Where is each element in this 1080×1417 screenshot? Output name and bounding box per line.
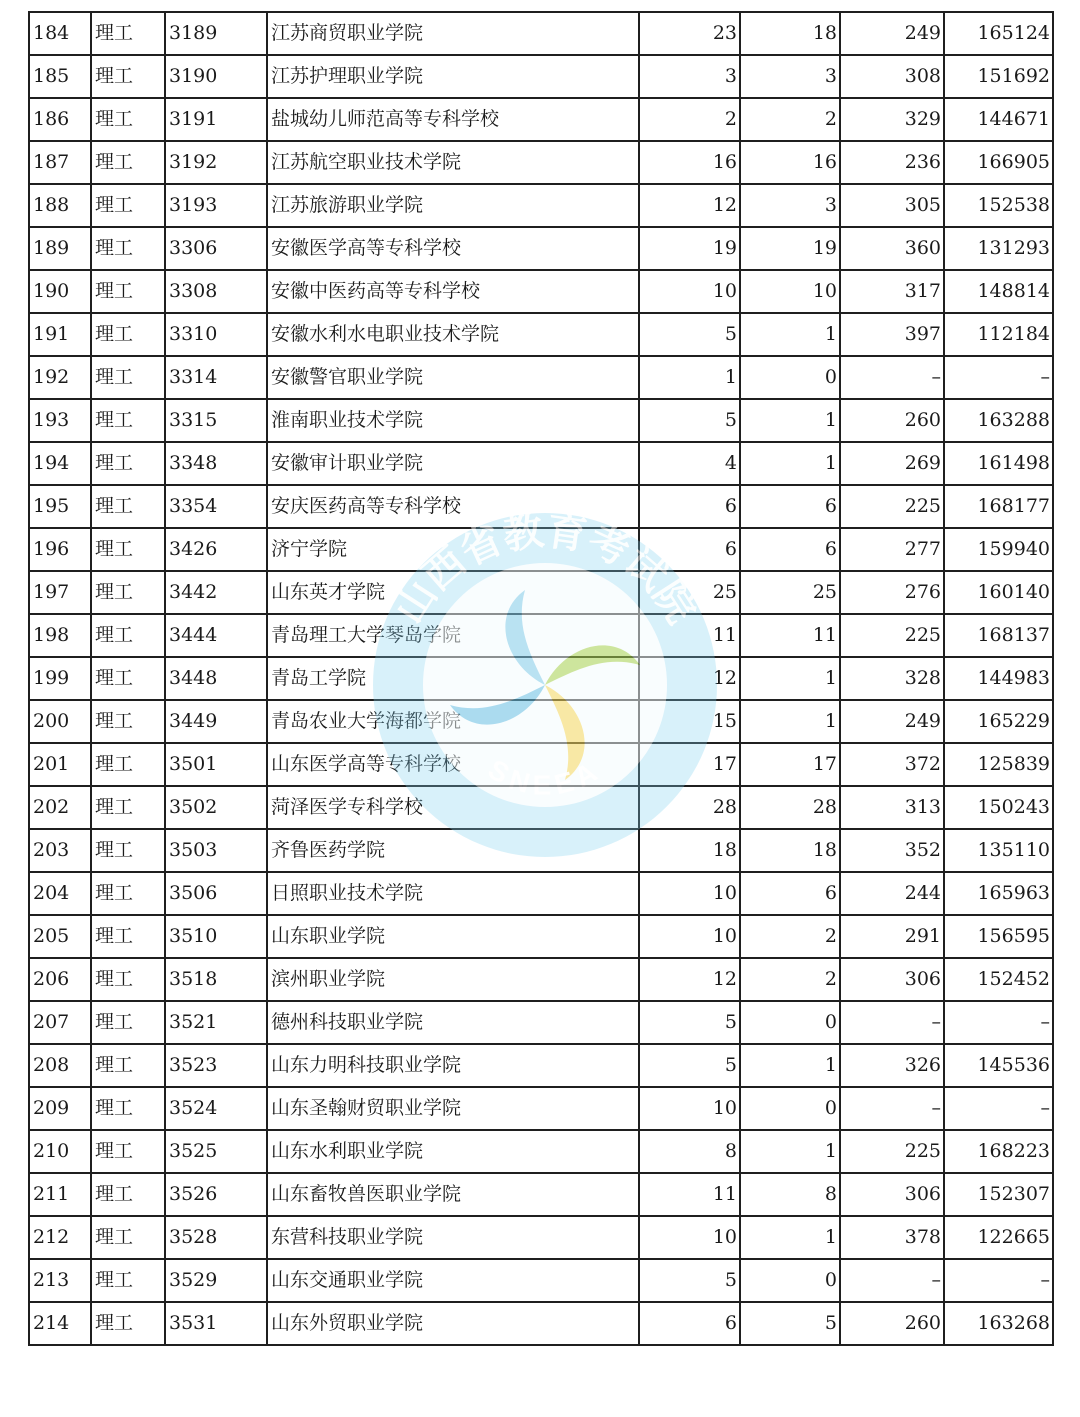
table-row xyxy=(29,1001,1053,1044)
cell-index: 202 xyxy=(29,786,91,829)
cell-category: 理工 xyxy=(91,1087,165,1130)
cell-index: 212 xyxy=(29,1216,91,1259)
cell-school-name: 青岛理工大学琴岛学院 xyxy=(267,614,639,657)
cell-index: 188 xyxy=(29,184,91,227)
cell-code: 3502 xyxy=(165,786,267,829)
cell-plan: 28 xyxy=(639,786,740,829)
cell-admitted: 18 xyxy=(740,12,840,55)
cell-index: 191 xyxy=(29,313,91,356)
cell-plan: 3 xyxy=(639,55,740,98)
cell-admitted: 6 xyxy=(740,872,840,915)
table-row xyxy=(29,356,1053,399)
cell-plan: 5 xyxy=(639,1001,740,1044)
cell-school-name: 菏泽医学专科学校 xyxy=(267,786,639,829)
cell-min-score: 260 xyxy=(840,1302,944,1345)
cell-school-name: 济宁学院 xyxy=(267,528,639,571)
cell-admitted: 0 xyxy=(740,1259,840,1302)
cell-plan: 18 xyxy=(639,829,740,872)
cell-code: 3193 xyxy=(165,184,267,227)
cell-school-name: 山东畜牧兽医职业学院 xyxy=(267,1173,639,1216)
table-row xyxy=(29,958,1053,1001)
cell-plan: 10 xyxy=(639,1216,740,1259)
cell-school-name: 山东圣翰财贸职业学院 xyxy=(267,1087,639,1130)
cell-code: 3525 xyxy=(165,1130,267,1173)
cell-index: 214 xyxy=(29,1302,91,1345)
cell-code: 3190 xyxy=(165,55,267,98)
cell-admitted: 3 xyxy=(740,184,840,227)
cell-code: 3528 xyxy=(165,1216,267,1259)
cell-school-name: 山东职业学院 xyxy=(267,915,639,958)
cell-school-name: 江苏商贸职业学院 xyxy=(267,12,639,55)
cell-min-score: 306 xyxy=(840,958,944,1001)
table-row xyxy=(29,12,1053,55)
cell-plan: 1 xyxy=(639,356,740,399)
cell-code: 3506 xyxy=(165,872,267,915)
cell-min-rank: 145536 xyxy=(944,1044,1053,1087)
table-row xyxy=(29,743,1053,786)
cell-index: 199 xyxy=(29,657,91,700)
cell-code: 3444 xyxy=(165,614,267,657)
cell-plan: 15 xyxy=(639,700,740,743)
cell-category: 理工 xyxy=(91,141,165,184)
cell-plan: 19 xyxy=(639,227,740,270)
cell-admitted: 1 xyxy=(740,399,840,442)
cell-school-name: 安徽中医药高等专科学校 xyxy=(267,270,639,313)
cell-admitted: 16 xyxy=(740,141,840,184)
cell-code: 3348 xyxy=(165,442,267,485)
table-row xyxy=(29,786,1053,829)
cell-school-name: 盐城幼儿师范高等专科学校 xyxy=(267,98,639,141)
table-row xyxy=(29,1087,1053,1130)
cell-index: 186 xyxy=(29,98,91,141)
cell-category: 理工 xyxy=(91,872,165,915)
cell-category: 理工 xyxy=(91,614,165,657)
table-row xyxy=(29,227,1053,270)
cell-code: 3518 xyxy=(165,958,267,1001)
cell-index: 184 xyxy=(29,12,91,55)
cell-code: 3524 xyxy=(165,1087,267,1130)
cell-min-score: 372 xyxy=(840,743,944,786)
cell-category: 理工 xyxy=(91,1044,165,1087)
cell-plan: 6 xyxy=(639,528,740,571)
cell-min-rank: 144671 xyxy=(944,98,1053,141)
cell-school-name: 安徽水利水电职业技术学院 xyxy=(267,313,639,356)
cell-plan: 4 xyxy=(639,442,740,485)
cell-min-rank: 156595 xyxy=(944,915,1053,958)
cell-school-name: 江苏旅游职业学院 xyxy=(267,184,639,227)
cell-min-score: 225 xyxy=(840,1130,944,1173)
cell-code: 3442 xyxy=(165,571,267,614)
cell-min-score: 225 xyxy=(840,485,944,528)
cell-category: 理工 xyxy=(91,12,165,55)
cell-index: 211 xyxy=(29,1173,91,1216)
cell-index: 200 xyxy=(29,700,91,743)
cell-index: 213 xyxy=(29,1259,91,1302)
cell-school-name: 山东力明科技职业学院 xyxy=(267,1044,639,1087)
cell-plan: 12 xyxy=(639,184,740,227)
cell-code: 3531 xyxy=(165,1302,267,1345)
cell-school-name: 日照职业技术学院 xyxy=(267,872,639,915)
cell-min-rank: 168177 xyxy=(944,485,1053,528)
cell-min-score: 360 xyxy=(840,227,944,270)
cell-min-rank: 161498 xyxy=(944,442,1053,485)
cell-index: 192 xyxy=(29,356,91,399)
cell-min-score: 326 xyxy=(840,1044,944,1087)
cell-admitted: 1 xyxy=(740,657,840,700)
cell-admitted: 19 xyxy=(740,227,840,270)
admission-table xyxy=(28,11,1054,1346)
cell-min-score: 328 xyxy=(840,657,944,700)
cell-index: 189 xyxy=(29,227,91,270)
cell-plan: 10 xyxy=(639,1087,740,1130)
cell-category: 理工 xyxy=(91,657,165,700)
cell-min-score: 305 xyxy=(840,184,944,227)
cell-index: 203 xyxy=(29,829,91,872)
cell-plan: 25 xyxy=(639,571,740,614)
cell-min-rank: – xyxy=(944,1001,1053,1044)
cell-min-rank: 122665 xyxy=(944,1216,1053,1259)
cell-min-rank: 112184 xyxy=(944,313,1053,356)
cell-admitted: 1 xyxy=(740,1130,840,1173)
cell-admitted: 1 xyxy=(740,442,840,485)
cell-min-rank: 168137 xyxy=(944,614,1053,657)
cell-min-score: 276 xyxy=(840,571,944,614)
table-row xyxy=(29,141,1053,184)
cell-school-name: 山东医学高等专科学校 xyxy=(267,743,639,786)
cell-min-score: 249 xyxy=(840,12,944,55)
cell-min-rank: 151692 xyxy=(944,55,1053,98)
cell-code: 3501 xyxy=(165,743,267,786)
table-row xyxy=(29,270,1053,313)
table-row xyxy=(29,1173,1053,1216)
cell-code: 3448 xyxy=(165,657,267,700)
cell-category: 理工 xyxy=(91,829,165,872)
cell-code: 3529 xyxy=(165,1259,267,1302)
table-row xyxy=(29,528,1053,571)
cell-category: 理工 xyxy=(91,227,165,270)
cell-plan: 10 xyxy=(639,270,740,313)
cell-school-name: 德州科技职业学院 xyxy=(267,1001,639,1044)
cell-min-score: 236 xyxy=(840,141,944,184)
cell-category: 理工 xyxy=(91,356,165,399)
cell-min-rank: 165124 xyxy=(944,12,1053,55)
cell-min-rank: 159940 xyxy=(944,528,1053,571)
cell-min-score: 378 xyxy=(840,1216,944,1259)
cell-min-score: 397 xyxy=(840,313,944,356)
cell-plan: 5 xyxy=(639,399,740,442)
cell-category: 理工 xyxy=(91,786,165,829)
cell-school-name: 安庆医药高等专科学校 xyxy=(267,485,639,528)
cell-index: 193 xyxy=(29,399,91,442)
cell-plan: 11 xyxy=(639,1173,740,1216)
table-row xyxy=(29,1216,1053,1259)
cell-min-rank: 135110 xyxy=(944,829,1053,872)
cell-index: 201 xyxy=(29,743,91,786)
cell-min-score: 277 xyxy=(840,528,944,571)
cell-category: 理工 xyxy=(91,1130,165,1173)
cell-min-rank: 166905 xyxy=(944,141,1053,184)
cell-min-rank: 125839 xyxy=(944,743,1053,786)
cell-admitted: 11 xyxy=(740,614,840,657)
cell-min-score: 225 xyxy=(840,614,944,657)
cell-index: 185 xyxy=(29,55,91,98)
cell-code: 3315 xyxy=(165,399,267,442)
cell-index: 207 xyxy=(29,1001,91,1044)
cell-school-name: 安徽审计职业学院 xyxy=(267,442,639,485)
table-row xyxy=(29,1259,1053,1302)
cell-min-rank: 165963 xyxy=(944,872,1053,915)
cell-plan: 2 xyxy=(639,98,740,141)
cell-index: 187 xyxy=(29,141,91,184)
cell-school-name: 山东英才学院 xyxy=(267,571,639,614)
cell-min-score: – xyxy=(840,1087,944,1130)
cell-category: 理工 xyxy=(91,485,165,528)
cell-min-rank: 160140 xyxy=(944,571,1053,614)
cell-admitted: 2 xyxy=(740,958,840,1001)
cell-min-score: – xyxy=(840,1259,944,1302)
cell-school-name: 东营科技职业学院 xyxy=(267,1216,639,1259)
cell-admitted: 18 xyxy=(740,829,840,872)
cell-admitted: 2 xyxy=(740,915,840,958)
cell-index: 204 xyxy=(29,872,91,915)
seal-title: 山西省教育考试院 xyxy=(386,508,704,632)
cell-school-name: 山东交通职业学院 xyxy=(267,1259,639,1302)
cell-min-score: 260 xyxy=(840,399,944,442)
cell-plan: 16 xyxy=(639,141,740,184)
cell-min-rank: – xyxy=(944,1087,1053,1130)
cell-index: 208 xyxy=(29,1044,91,1087)
cell-min-rank: 150243 xyxy=(944,786,1053,829)
cell-min-score: – xyxy=(840,1001,944,1044)
cell-code: 3526 xyxy=(165,1173,267,1216)
cell-min-rank: 152307 xyxy=(944,1173,1053,1216)
cell-min-score: 269 xyxy=(840,442,944,485)
table-row xyxy=(29,872,1053,915)
cell-school-name: 山东水利职业学院 xyxy=(267,1130,639,1173)
cell-admitted: 1 xyxy=(740,1044,840,1087)
cell-min-rank: 168223 xyxy=(944,1130,1053,1173)
table-row xyxy=(29,55,1053,98)
cell-plan: 17 xyxy=(639,743,740,786)
cell-index: 209 xyxy=(29,1087,91,1130)
cell-plan: 8 xyxy=(639,1130,740,1173)
cell-min-rank: 163268 xyxy=(944,1302,1053,1345)
cell-index: 190 xyxy=(29,270,91,313)
cell-index: 195 xyxy=(29,485,91,528)
cell-index: 205 xyxy=(29,915,91,958)
cell-category: 理工 xyxy=(91,958,165,1001)
cell-code: 3510 xyxy=(165,915,267,958)
cell-category: 理工 xyxy=(91,1216,165,1259)
cell-index: 206 xyxy=(29,958,91,1001)
cell-code: 3189 xyxy=(165,12,267,55)
cell-code: 3192 xyxy=(165,141,267,184)
cell-min-rank: – xyxy=(944,1259,1053,1302)
table-row xyxy=(29,1044,1053,1087)
table-row xyxy=(29,657,1053,700)
cell-min-score: 244 xyxy=(840,872,944,915)
cell-school-name: 山东外贸职业学院 xyxy=(267,1302,639,1345)
cell-category: 理工 xyxy=(91,184,165,227)
cell-index: 210 xyxy=(29,1130,91,1173)
cell-category: 理工 xyxy=(91,743,165,786)
cell-plan: 12 xyxy=(639,657,740,700)
table-body xyxy=(29,12,1053,1345)
cell-plan: 5 xyxy=(639,1044,740,1087)
cell-min-score: 352 xyxy=(840,829,944,872)
cell-min-rank: 152452 xyxy=(944,958,1053,1001)
cell-min-rank: 148814 xyxy=(944,270,1053,313)
table-row xyxy=(29,184,1053,227)
cell-min-score: 306 xyxy=(840,1173,944,1216)
cell-school-name: 安徽医学高等专科学校 xyxy=(267,227,639,270)
cell-plan: 11 xyxy=(639,614,740,657)
cell-min-score: 313 xyxy=(840,786,944,829)
cell-category: 理工 xyxy=(91,399,165,442)
cell-plan: 6 xyxy=(639,485,740,528)
cell-school-name: 安徽警官职业学院 xyxy=(267,356,639,399)
cell-category: 理工 xyxy=(91,915,165,958)
cell-plan: 6 xyxy=(639,1302,740,1345)
cell-school-name: 淮南职业技术学院 xyxy=(267,399,639,442)
cell-school-name: 滨州职业学院 xyxy=(267,958,639,1001)
table-row xyxy=(29,829,1053,872)
cell-min-rank: 165229 xyxy=(944,700,1053,743)
cell-category: 理工 xyxy=(91,55,165,98)
table-row xyxy=(29,915,1053,958)
cell-code: 3308 xyxy=(165,270,267,313)
cell-index: 194 xyxy=(29,442,91,485)
cell-plan: 10 xyxy=(639,872,740,915)
table-row xyxy=(29,1302,1053,1345)
table-row xyxy=(29,485,1053,528)
cell-code: 3306 xyxy=(165,227,267,270)
cell-code: 3354 xyxy=(165,485,267,528)
table-row xyxy=(29,700,1053,743)
cell-min-rank: 163288 xyxy=(944,399,1053,442)
cell-admitted: 17 xyxy=(740,743,840,786)
cell-category: 理工 xyxy=(91,1302,165,1345)
cell-category: 理工 xyxy=(91,1001,165,1044)
cell-admitted: 2 xyxy=(740,98,840,141)
cell-category: 理工 xyxy=(91,700,165,743)
cell-admitted: 0 xyxy=(740,1001,840,1044)
seal-subtitle: SNEEA xyxy=(482,753,608,801)
cell-admitted: 10 xyxy=(740,270,840,313)
cell-school-name: 青岛农业大学海都学院 xyxy=(267,700,639,743)
cell-code: 3449 xyxy=(165,700,267,743)
cell-category: 理工 xyxy=(91,1259,165,1302)
cell-min-rank: 144983 xyxy=(944,657,1053,700)
cell-school-name: 齐鲁医药学院 xyxy=(267,829,639,872)
table-row xyxy=(29,98,1053,141)
cell-category: 理工 xyxy=(91,270,165,313)
cell-category: 理工 xyxy=(91,528,165,571)
cell-plan: 12 xyxy=(639,958,740,1001)
cell-admitted: 6 xyxy=(740,485,840,528)
cell-code: 3310 xyxy=(165,313,267,356)
cell-category: 理工 xyxy=(91,98,165,141)
table-row xyxy=(29,313,1053,356)
cell-admitted: 1 xyxy=(740,313,840,356)
cell-code: 3426 xyxy=(165,528,267,571)
cell-min-rank: – xyxy=(944,356,1053,399)
table-row xyxy=(29,614,1053,657)
cell-category: 理工 xyxy=(91,313,165,356)
cell-index: 198 xyxy=(29,614,91,657)
cell-category: 理工 xyxy=(91,442,165,485)
cell-min-score: 291 xyxy=(840,915,944,958)
table-row xyxy=(29,571,1053,614)
cell-category: 理工 xyxy=(91,1173,165,1216)
table-row xyxy=(29,442,1053,485)
table-row xyxy=(29,1130,1053,1173)
cell-plan: 5 xyxy=(639,1259,740,1302)
cell-code: 3314 xyxy=(165,356,267,399)
cell-index: 196 xyxy=(29,528,91,571)
cell-code: 3191 xyxy=(165,98,267,141)
table-row xyxy=(29,399,1053,442)
cell-min-rank: 152538 xyxy=(944,184,1053,227)
cell-category: 理工 xyxy=(91,571,165,614)
cell-admitted: 1 xyxy=(740,1216,840,1259)
cell-admitted: 1 xyxy=(740,700,840,743)
cell-admitted: 25 xyxy=(740,571,840,614)
cell-min-score: 308 xyxy=(840,55,944,98)
cell-admitted: 0 xyxy=(740,356,840,399)
cell-admitted: 3 xyxy=(740,55,840,98)
cell-school-name: 江苏护理职业学院 xyxy=(267,55,639,98)
cell-code: 3521 xyxy=(165,1001,267,1044)
cell-admitted: 28 xyxy=(740,786,840,829)
cell-min-score: 317 xyxy=(840,270,944,313)
cell-admitted: 8 xyxy=(740,1173,840,1216)
cell-plan: 23 xyxy=(639,12,740,55)
cell-admitted: 6 xyxy=(740,528,840,571)
cell-min-score: 329 xyxy=(840,98,944,141)
cell-index: 197 xyxy=(29,571,91,614)
cell-min-score: 249 xyxy=(840,700,944,743)
cell-school-name: 江苏航空职业技术学院 xyxy=(267,141,639,184)
cell-min-rank: 131293 xyxy=(944,227,1053,270)
cell-admitted: 0 xyxy=(740,1087,840,1130)
cell-min-score: – xyxy=(840,356,944,399)
cell-plan: 10 xyxy=(639,915,740,958)
cell-school-name: 青岛工学院 xyxy=(267,657,639,700)
cell-plan: 5 xyxy=(639,313,740,356)
cell-code: 3523 xyxy=(165,1044,267,1087)
cell-admitted: 5 xyxy=(740,1302,840,1345)
cell-code: 3503 xyxy=(165,829,267,872)
